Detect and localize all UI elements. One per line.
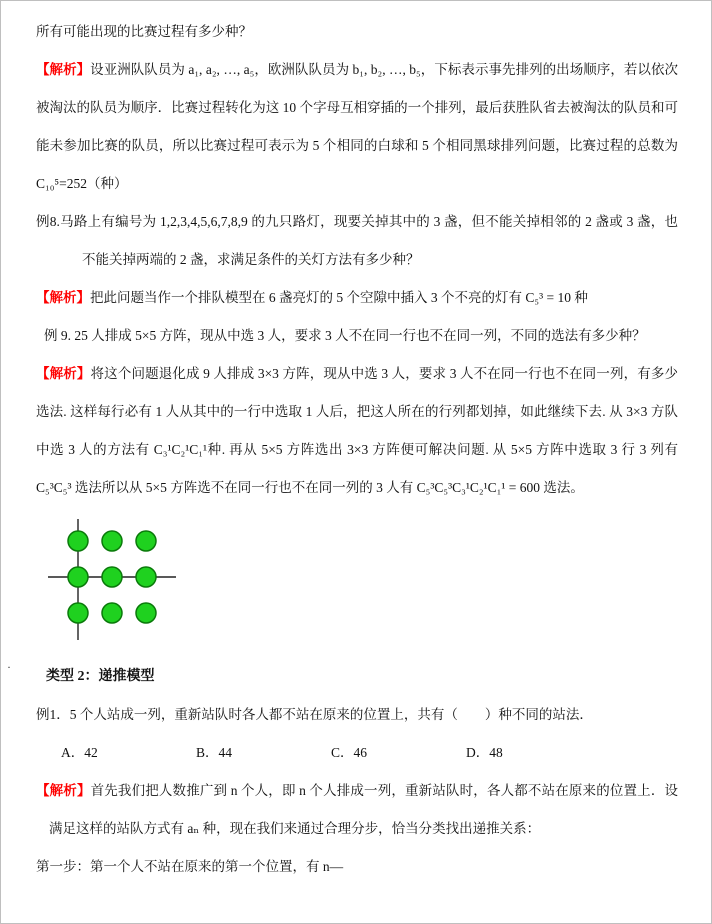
analysis-label: 【解析】 [36,62,91,77]
analysis-paragraph-9 [36,355,678,507]
grid-figure [46,517,678,642]
analysis-text: 将这个问题退化成 9 人排成 3×3 方阵，现从中选 3 人，要求 3 人不在同一行也不在同一列，有多少选法. 这样每行必有 1 人从其中的一行中选取 1 人后，把这人所在的行列都划掉，如此继续下去. 从 3×3 方队中选 3 人的方法有 C₃¹C₂¹C₁¹种. 再从 5×5 方阵选出 3×3 方阵便可解决问题. 从 5×5 方阵中选取 3 行 3 列有 C₅³C₅³ 选法所以从 5×5 方阵选不在同一行也不在同一列的 3 人有 C₅³C₅³C₃¹C₂¹C₁¹ = 600 选法。 [36,366,678,495]
grid-circle [102,603,122,623]
margin-bullet: · [7,660,11,674]
intro-question: 所有可能出现的比赛过程有多少种？ [36,24,252,39]
grid-diagram-svg [46,517,181,642]
grid-circle [68,603,88,623]
option-c: C．46 [331,745,368,760]
example-1: 例1．5 个人站成一列，重新站队时各人都不站在原来的位置上，共有（ ）种不同的站法． [36,707,593,722]
grid-circle [136,603,156,623]
grid-circle [102,531,122,551]
option-b: B．44 [196,745,233,760]
grid-circle [68,531,88,551]
example-8: 例8.马路上有编号为 1,2,3,4,5,6,7,8,9 的九只路灯，现要关掉其中的 3 盏，但不能关掉相邻的 2 盏或 3 盏，也不能关掉两端的 2 盏，求满足条件的关灯方法有多少种？ [36,214,678,267]
analysis-text: 首先我们把人数推广到 n 个人，即 n 个人排成一列，重新站队时，各人都不站在原来的位置上．设满足这样的站队方式有 aₙ 种，现在我们来通过合理分步，恰当分类找出递推关系： [49,783,678,836]
grid-circle [136,531,156,551]
analysis-text: 把此问题当作一个排队模型在 6 盏亮灯的 5 个空隙中插入 3 个不亮的灯有 C₅³ = 10 种 [90,290,588,305]
example-9: 例 9. 25 人排成 5×5 方阵，现从中选 3 人，要求 3 人不在同一行也不在同一列，不同的选法有多少种？ [44,328,646,343]
analysis-paragraph-1 [36,51,678,203]
step-1-line: 第一步：第一个人不站在原来的第一个位置，有 n— [36,859,344,874]
analysis-text: 设亚洲队队员为 a₁, a₂, …, a₅，欧洲队队员为 b₁, b₂, …, b₅，下标表示事先排列的出场顺序，若以依次被淘汰的队员为顺序．比赛过程转化为这 10 个字母互相穿插的一个排列，最后获胜队省去被淘汰的队员和可能未参加比赛的队员，所以比赛过程可表示为 5 个相同的白球和 5 个相同黑球排列问题，比赛过程的总数为 C₁₀⁵=252（种） [36,62,678,191]
analysis-label: 【解析】 [36,290,90,305]
option-d: D．48 [466,745,503,760]
document-content [1,1,711,886]
analysis-label: 【解析】 [36,366,91,381]
analysis-paragraph-type2 [36,772,678,848]
section-heading-type2: 类型 2：递推模型 [46,669,155,684]
option-a: A．42 [61,745,98,760]
choice-options [36,734,678,772]
analysis-label: 【解析】 [36,783,91,798]
grid-circle [136,567,156,587]
grid-circle [68,567,88,587]
analysis-paragraph-8 [36,279,678,317]
grid-circle [102,567,122,587]
